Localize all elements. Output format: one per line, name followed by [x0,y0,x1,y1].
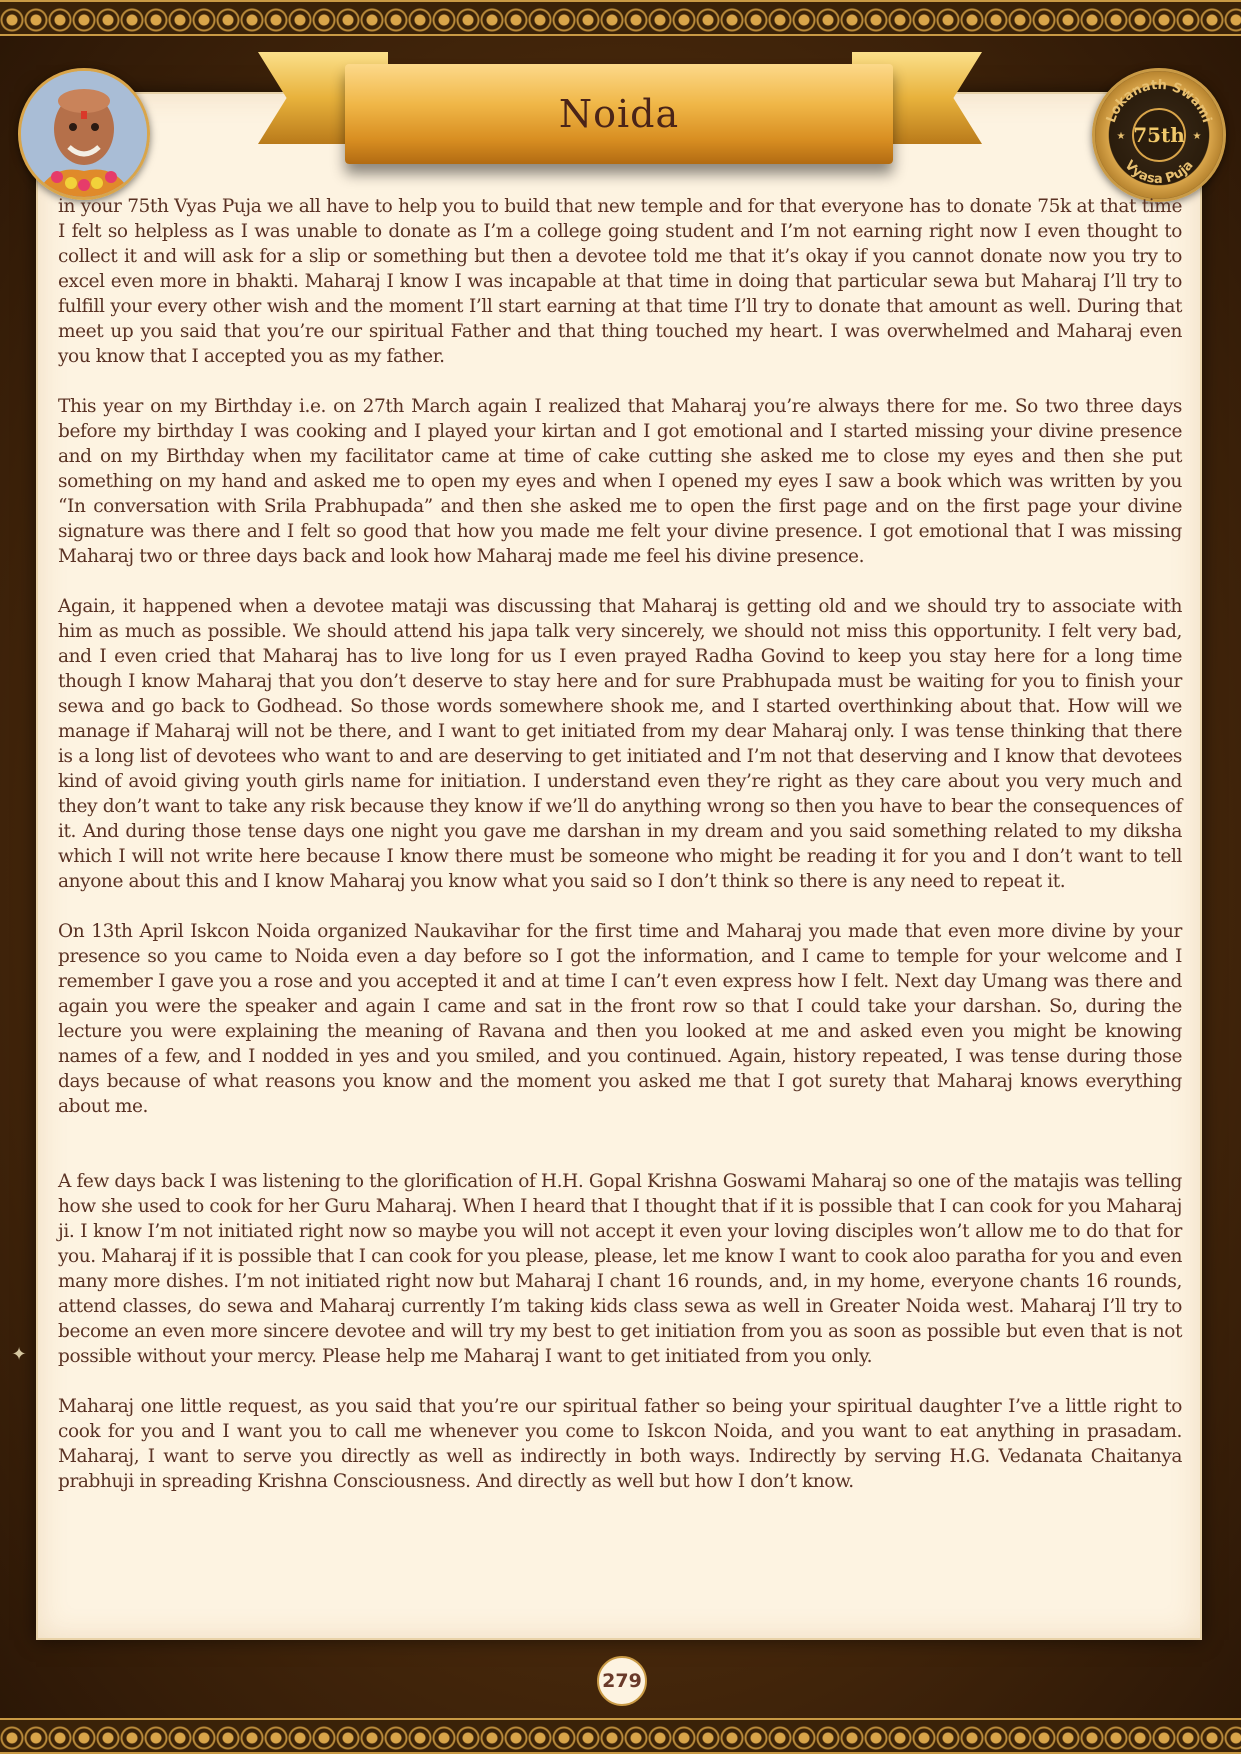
paragraph: Again, it happened when a devotee mataji was discussing that Maharaj is getting old and we should try to associate with him as much as possible. We should attend his japa talk very sincerely, we should not miss this opportunity. I felt very bad, and I even cried that Maharaj has to live long for us I even prayed Radha Govind to keep you stay here for a long time though I know Maharaj that you don’t deserve to stay here and for sure Prabhupada must be waiting for you to finish your sewa and go back to Godhead. So those words somewhere shook me, and I started overthinking about that. How will we manage if Maharaj will not be there, and I want to get initiated from my dear Maharaj only. I was tense thinking that there is a long list of devotees who want to and are deserving to get initiated and I’m not that deserving and I know that devotees kind of avoid giving youth girls name for initiation. I understand even they’re right as they care about you very much and they don’t want to take any risk because they know if we’ll do anything wrong so then you have to bear the consequences of it. And during those tense days one night you gave me darshan in my dream and you said something related to my diksha which I will not write here because I know there must be someone who might be reading it for you and I don’t want to tell anyone about this and I know Maharaj you know what you said so I don’t think so there is any need to repeat it. [58,596,1182,892]
title-ribbon [345,64,893,164]
vyasa-puja-75-badge [1092,68,1226,202]
page-number: 279 [597,1656,647,1706]
badge-emblem [1095,71,1223,199]
page-title: Noida [558,92,680,136]
portrait-illustration [21,71,147,197]
letter-body [58,194,1182,1519]
badge-top-text: Lokanath Swami [1103,77,1215,125]
portrait-photo [18,68,150,200]
paragraph: This year on my Birthday i.e. on 27th March again I realized that Maharaj you’re always there for me. So two three days before my birthday I was cooking and I played your kirtan and I got emotional and I started missing your divine presence and on my Birthday when my facilitator came at time of cake cutting she asked me to close my eyes and then she put something on my hand and asked me to open my eyes and when I opened my eyes I saw a book which was written by you “In conversation with Srila Prabhupada” and then she asked me to open the first page and on the first page your divine signature was there and I felt so good that how you made me felt your divine presence. I got emotional that I was missing Maharaj two or three days back and look how Maharaj made me feel his divine presence. [58,396,1182,567]
badge-bottom-text: Vyasa Puja [1121,157,1197,188]
svg-text:Vyasa Puja [1121,158,1196,187]
decorative-border-top [0,0,1241,36]
paragraph: in your 75th Vyas Puja we all have to help you to build that new temple and for that everyone has to donate 75k at that time I felt so helpless as I was unable to donate as I’m a college going student and I’m not earning right now I even thought to collect it and will ask for a slip or something but then a devotee told me that it’s okay if you cannot donate now you try to excel even more in bhakti. Maharaj I know I was incapable at that time in doing that particular sewa but Maharaj I’ll try to fulfill your every other wish and the moment I’ll start earning at that time I’ll try to donate that amount as well. During that meet up you said that you’re our spiritual Father and that thing touched my heart. I was overwhelmed and Maharaj even you know that I accepted you as my father. [58,196,1182,367]
paragraph: Maharaj one little request, as you said that you’re our spiritual father so being your spiritual daughter I’ve a little right to cook for you and I want you to call me whenever you come to Iskcon Noida, and you want to eat anything in prasadam. Maharaj, I want to serve you directly as well as indirectly in both ways. Indirectly by serving H.G. Vedanata Chaitanya prabhuji in spreading Krishna Consciousness. And directly as well but how I don’t know. [58,1396,1182,1492]
badge-number: 75th [1133,123,1185,147]
paragraph: A few days back I was listening to the glorification of H.H. Gopal Krishna Goswami Maharaj so one of the matajis was telling how she used to cook for her Guru Maharaj. When I heard that I thought that if it is possible that I can cook for you Maharaj ji. I know I’m not initiated right now so maybe you will not accept it even your loving disciples won’t allow me to do that for you. Maharaj if it is possible that I can cook for you please, please, let me know I want to cook aloo paratha for you and even many more dishes. I’m not initiated right now but Maharaj I chant 16 rounds, and, in my home, everyone chants 16 rounds, attend classes, do sewa and Maharaj currently I’m taking kids class sewa as well in Greater Noida west. Maharaj I’ll try to become an even more sincere devotee and will try my best to get initiation from you as soon as possible but even that is not possible without your mercy. Please help me Maharaj I want to get initiated from you only. [58,1171,1182,1367]
decorative-border-bottom [0,1718,1241,1754]
sparkle-icon: ✦ [11,1344,27,1365]
paragraph: On 13th April Iskcon Noida organized Naukavihar for the first time and Maharaj you made that even more divine by your presence so you came to Noida even a day before so I got the information, and I came to temple for your welcome and I remember I gave you a rose and you accepted it and at time I can’t even express how I felt. Next day Umang was there and again you were the speaker and again I came and sat in the front row so that I could take your darshan. So, during the lecture you were explaining the meaning of Ravana and then you looked at me and asked even you might be knowing names of a few, and I nodded in yes and you smiled, and you continued. Again, history repeated, I was tense during those days because of what reasons you know and the moment you asked me that I got surety that Maharaj knows everything about me. [58,921,1182,1117]
svg-text:★: ★ [1116,131,1126,142]
svg-text:★: ★ [1192,131,1202,142]
